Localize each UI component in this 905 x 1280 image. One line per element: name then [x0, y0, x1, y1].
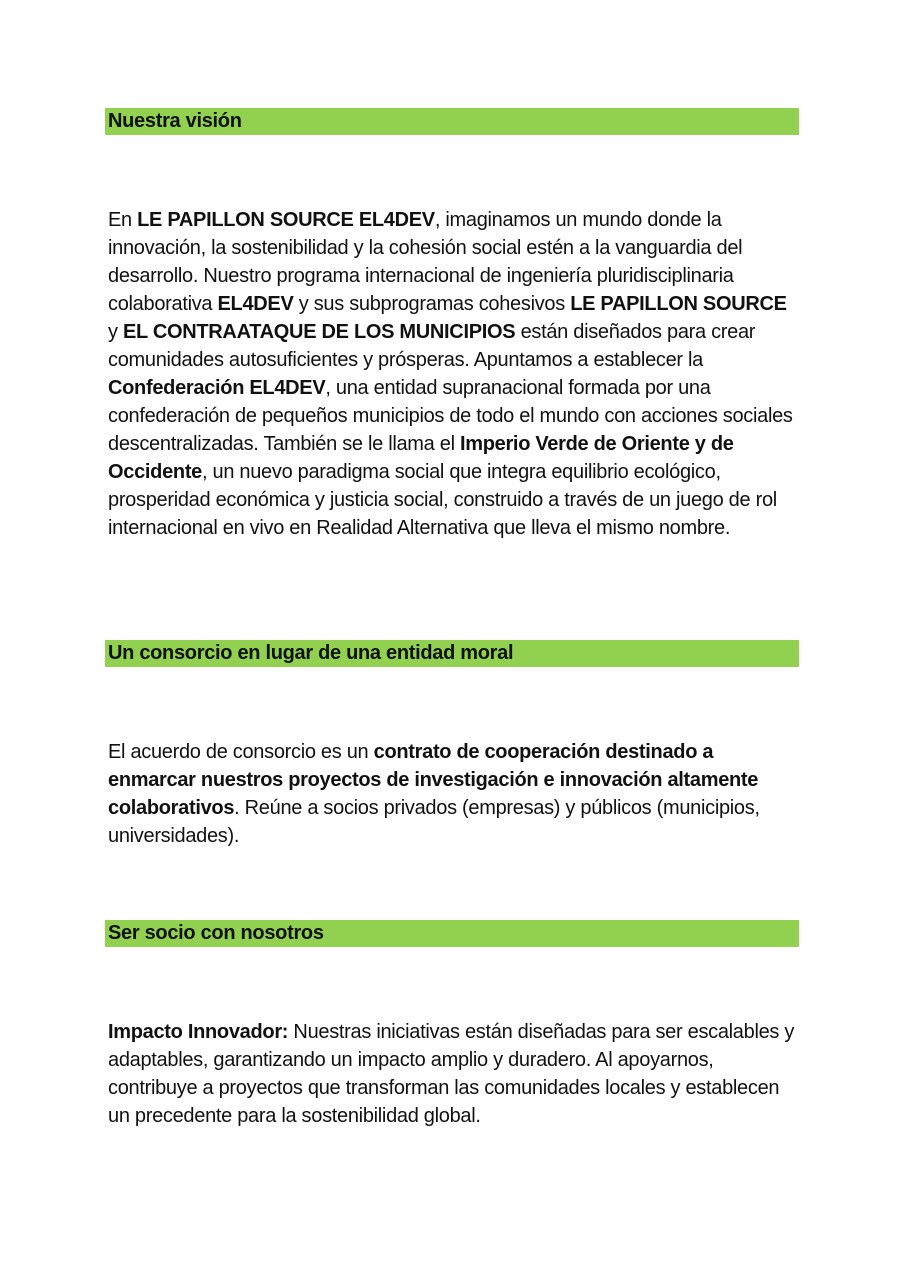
bold-run: EL CONTRAATAQUE DE LOS MUNICIPIOS — [122, 321, 516, 343]
section-heading-consortium: Un consorcio en lugar de una entidad moral — [105, 640, 799, 667]
text-run: En — [108, 209, 138, 231]
section-paragraph-vision — [108, 206, 798, 542]
bold-run: Imperio Verde de Oriente y de Occidente — [108, 433, 734, 483]
bold-run: contrato de cooperación destinado a enmarcar nuestros proyectos de investigación e innovación altamente colaborativos — [108, 741, 759, 819]
bold-run: Impacto Innovador: — [108, 1021, 289, 1043]
section-paragraph-partner — [108, 1018, 798, 1130]
section-heading-partner: Ser socio con nosotros — [105, 920, 799, 947]
text-run: Nuestras iniciativas están diseñadas para ser escalables y adaptables, garantizando un impacto amplio y duradero. Al apoyarnos, contribuye a proyectos que transforman las comunidades locales y establecen un precedente para la sostenibilidad global. — [108, 1021, 795, 1127]
text-run: , una entidad supranacional formada por una confederación de pequeños municipios de todo el mundo con acciones sociales descentralizadas. También se le llama el — [108, 377, 793, 455]
bold-run: Confederación EL4DEV — [108, 377, 326, 399]
bold-run: LE PAPILLON SOURCE — [570, 293, 787, 315]
text-run: y sus subprogramas cohesivos — [293, 293, 571, 315]
text-run: , imaginamos un mundo donde la innovación, la sostenibilidad y la cohesión social estén a la vanguardia del desarrollo. Nuestro programa internacional de ingeniería pluridisciplinaria colaborativa — [108, 209, 743, 315]
bold-run: EL4DEV — [217, 293, 294, 315]
text-run: El acuerdo de consorcio es un — [108, 741, 374, 763]
text-run: y — [108, 321, 123, 343]
text-run: . Reúne a socios privados (empresas) y públicos (municipios, universidades). — [108, 797, 760, 847]
text-run: están diseñados para crear comunidades autosuficientes y prósperas. Apuntamos a establecer la — [108, 321, 756, 371]
text-run: , un nuevo paradigma social que integra equilibrio ecológico, prosperidad económica y justicia social, construido a través de un juego de rol internacional en vivo en Realidad Alternativa que lleva el mismo nombre. — [108, 461, 777, 539]
section-heading-vision: Nuestra visión — [105, 108, 799, 135]
bold-run: LE PAPILLON SOURCE EL4DEV — [137, 209, 435, 231]
section-paragraph-consortium — [108, 738, 798, 850]
